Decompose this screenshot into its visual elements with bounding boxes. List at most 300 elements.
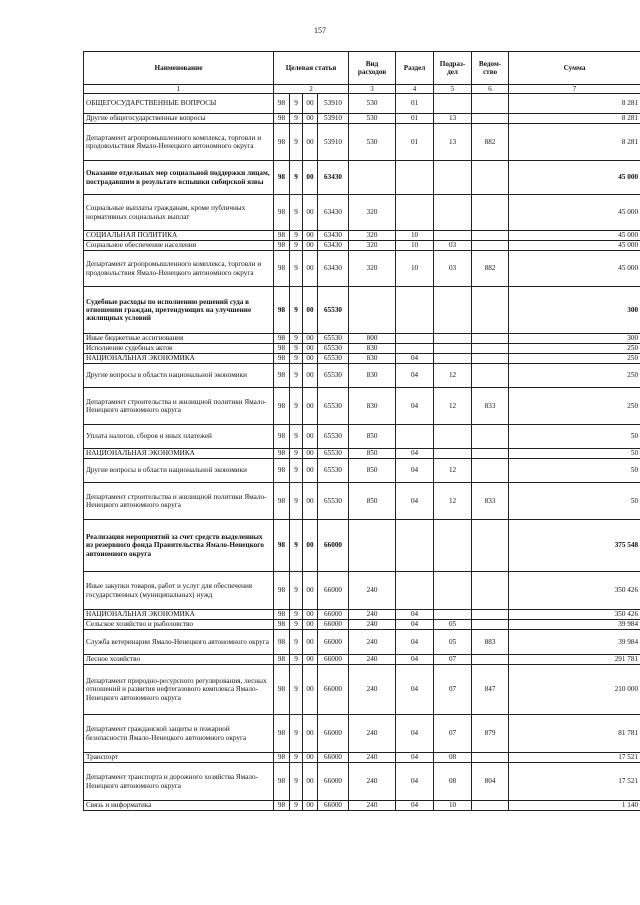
sum-cell: 17 521 [509, 753, 640, 763]
target-code-part: 98 [274, 753, 290, 763]
sum-cell: 45 000 [509, 195, 640, 231]
target-code-part: 66000 [318, 520, 349, 572]
target-code-part: 9 [290, 124, 303, 161]
table-body [84, 94, 640, 811]
sum-cell: 350 426 [509, 610, 640, 620]
row-name: СОЦИАЛЬНАЯ ПОЛИТИКА [84, 231, 274, 241]
target-code-part: 00 [303, 354, 318, 364]
target-code-part: 65530 [318, 287, 349, 334]
row-name: Другие вопросы в области национальной экономики [84, 459, 274, 483]
target-code-part: 53910 [318, 94, 349, 114]
target-code-part: 00 [303, 388, 318, 425]
target-code-part: 00 [303, 94, 318, 114]
column-index: 7 [509, 85, 640, 94]
target-code-part: 53910 [318, 114, 349, 124]
target-code-part: 65530 [318, 483, 349, 520]
expense-type-cell [349, 161, 396, 195]
department-cell [472, 753, 509, 763]
expense-type-cell: 800 [349, 334, 396, 344]
subsection-cell [434, 334, 472, 344]
target-code-part: 9 [290, 763, 303, 801]
target-code-part: 66000 [318, 572, 349, 610]
subsection-cell: 10 [434, 801, 472, 811]
target-code-part: 98 [274, 801, 290, 811]
target-code-part: 98 [274, 665, 290, 715]
column-index: 5 [434, 85, 472, 94]
table-row [84, 572, 640, 610]
row-name: Департамент природно-ресурсного регулирования, лесных отношений и развития нефтегазового комплекса Ямало-Ненецкого автономного округа [84, 665, 274, 715]
sum-cell: 250 [509, 354, 640, 364]
target-code-part: 66000 [318, 665, 349, 715]
sum-cell: 8 281 [509, 114, 640, 124]
table-row [84, 520, 640, 572]
subsection-cell [434, 231, 472, 241]
sum-cell: 50 [509, 459, 640, 483]
target-code-part: 98 [274, 620, 290, 630]
sum-cell: 300 [509, 287, 640, 334]
header-expense-type: Вид расходов [349, 52, 396, 85]
row-name: Судебные расходы по исполнению решений суда в отношении граждан, претендующих на улучшение жилищных условий [84, 287, 274, 334]
expense-type-cell: 240 [349, 620, 396, 630]
target-code-part: 00 [303, 665, 318, 715]
department-cell [472, 231, 509, 241]
row-name: Лесное хозяйство [84, 655, 274, 665]
sum-cell: 39 984 [509, 630, 640, 655]
subsection-cell: 03 [434, 241, 472, 251]
expense-type-cell: 320 [349, 195, 396, 231]
target-code-part: 9 [290, 344, 303, 354]
department-cell: 882 [472, 124, 509, 161]
target-code-part: 98 [274, 388, 290, 425]
target-code-part: 9 [290, 114, 303, 124]
expense-type-cell: 850 [349, 459, 396, 483]
sum-cell: 250 [509, 344, 640, 354]
department-cell [472, 161, 509, 195]
section-cell [396, 195, 434, 231]
target-code-part: 98 [274, 715, 290, 753]
table-row [84, 287, 640, 334]
section-cell: 10 [396, 231, 434, 241]
header-target: Целевая статья [274, 52, 349, 85]
row-name: Департамент гражданской защиты и пожарной безопасности Ямало-Ненецкого автономного округа [84, 715, 274, 753]
target-code-part: 98 [274, 354, 290, 364]
department-cell [472, 520, 509, 572]
expense-type-cell [349, 520, 396, 572]
section-cell: 04 [396, 715, 434, 753]
target-code-part: 63430 [318, 251, 349, 287]
target-code-part: 9 [290, 231, 303, 241]
target-code-part: 9 [290, 251, 303, 287]
row-name: Транспорт [84, 753, 274, 763]
table-row [84, 231, 640, 241]
table-row [84, 251, 640, 287]
column-index: 1 [84, 85, 274, 94]
target-code-part: 66000 [318, 655, 349, 665]
target-code-part: 98 [274, 520, 290, 572]
sum-cell: 350 426 [509, 572, 640, 610]
expense-type-cell: 830 [349, 364, 396, 388]
expense-type-cell: 240 [349, 801, 396, 811]
department-cell [472, 459, 509, 483]
section-cell: 04 [396, 483, 434, 520]
table-row [84, 459, 640, 483]
target-code-part: 00 [303, 124, 318, 161]
subsection-cell [434, 425, 472, 449]
target-code-part: 9 [290, 520, 303, 572]
table-row [84, 483, 640, 520]
header-section: Раздел [396, 52, 434, 85]
budget-table [83, 51, 640, 811]
section-cell: 04 [396, 620, 434, 630]
target-code-part: 98 [274, 161, 290, 195]
department-cell: 882 [472, 251, 509, 287]
department-cell: 804 [472, 763, 509, 801]
target-code-part: 66000 [318, 620, 349, 630]
sum-cell: 250 [509, 388, 640, 425]
target-code-part: 00 [303, 459, 318, 483]
target-code-part: 98 [274, 425, 290, 449]
target-code-part: 66000 [318, 610, 349, 620]
target-code-part: 00 [303, 655, 318, 665]
target-code-part: 65530 [318, 388, 349, 425]
department-cell [472, 572, 509, 610]
subsection-cell [434, 449, 472, 459]
department-cell: 879 [472, 715, 509, 753]
row-name: Социальное обеспечение населения [84, 241, 274, 251]
subsection-cell [434, 195, 472, 231]
column-index-row [84, 85, 640, 94]
expense-type-cell: 850 [349, 483, 396, 520]
subsection-cell [434, 354, 472, 364]
subsection-cell [434, 572, 472, 610]
target-code-part: 9 [290, 94, 303, 114]
table-row [84, 161, 640, 195]
target-code-part: 00 [303, 161, 318, 195]
row-name: Департамент строительства и жилищной политики Ямало-Ненецкого автономного округа [84, 388, 274, 425]
target-code-part: 98 [274, 763, 290, 801]
target-code-part: 9 [290, 753, 303, 763]
sum-cell: 1 140 [509, 801, 640, 811]
department-cell [472, 114, 509, 124]
expense-type-cell [349, 287, 396, 334]
target-code-part: 98 [274, 94, 290, 114]
section-cell: 04 [396, 655, 434, 665]
target-code-part: 00 [303, 630, 318, 655]
department-cell [472, 655, 509, 665]
target-code-part: 98 [274, 124, 290, 161]
section-cell: 04 [396, 610, 434, 620]
target-code-part: 9 [290, 161, 303, 195]
subsection-cell: 08 [434, 753, 472, 763]
expense-type-cell: 830 [349, 344, 396, 354]
target-code-part: 9 [290, 459, 303, 483]
target-code-part: 9 [290, 364, 303, 388]
table-row [84, 241, 640, 251]
expense-type-cell: 240 [349, 630, 396, 655]
table-row [84, 610, 640, 620]
target-code-part: 00 [303, 231, 318, 241]
table-row [84, 354, 640, 364]
target-code-part: 65530 [318, 334, 349, 344]
target-code-part: 53910 [318, 124, 349, 161]
department-cell: 847 [472, 665, 509, 715]
department-cell: 833 [472, 388, 509, 425]
target-code-part: 00 [303, 287, 318, 334]
header-department: Ведом-ство [472, 52, 509, 85]
department-cell [472, 241, 509, 251]
section-cell: 10 [396, 251, 434, 287]
section-cell: 04 [396, 665, 434, 715]
subsection-cell [434, 161, 472, 195]
header-subsection: Подраз-дел [434, 52, 472, 85]
table-row [84, 715, 640, 753]
section-cell [396, 344, 434, 354]
table-row [84, 388, 640, 425]
target-code-part: 98 [274, 483, 290, 520]
target-code-part: 9 [290, 620, 303, 630]
department-cell [472, 195, 509, 231]
section-cell: 04 [396, 449, 434, 459]
target-code-part: 9 [290, 665, 303, 715]
department-cell [472, 801, 509, 811]
section-cell: 04 [396, 354, 434, 364]
sum-cell: 45 000 [509, 241, 640, 251]
target-code-part: 9 [290, 610, 303, 620]
target-code-part: 00 [303, 195, 318, 231]
target-code-part: 9 [290, 449, 303, 459]
target-code-part: 00 [303, 241, 318, 251]
target-code-part: 98 [274, 344, 290, 354]
target-code-part: 9 [290, 425, 303, 449]
subsection-cell: 12 [434, 388, 472, 425]
target-code-part: 9 [290, 655, 303, 665]
table-row [84, 344, 640, 354]
subsection-cell: 12 [434, 483, 472, 520]
subsection-cell: 07 [434, 715, 472, 753]
expense-type-cell: 240 [349, 665, 396, 715]
expense-type-cell: 530 [349, 124, 396, 161]
department-cell [472, 425, 509, 449]
table-row [84, 114, 640, 124]
target-code-part: 98 [274, 449, 290, 459]
target-code-part: 98 [274, 655, 290, 665]
target-code-part: 98 [274, 610, 290, 620]
expense-type-cell: 530 [349, 94, 396, 114]
target-code-part: 98 [274, 334, 290, 344]
table-row [84, 195, 640, 231]
table-row [84, 449, 640, 459]
target-code-part: 00 [303, 114, 318, 124]
department-cell [472, 94, 509, 114]
subsection-cell: 05 [434, 630, 472, 655]
target-code-part: 65530 [318, 344, 349, 354]
expense-type-cell: 530 [349, 114, 396, 124]
section-cell [396, 572, 434, 610]
target-code-part: 66000 [318, 801, 349, 811]
target-code-part: 63430 [318, 195, 349, 231]
target-code-part: 00 [303, 801, 318, 811]
department-cell: 883 [472, 630, 509, 655]
expense-type-cell: 320 [349, 231, 396, 241]
target-code-part: 9 [290, 195, 303, 231]
department-cell [472, 344, 509, 354]
section-cell: 01 [396, 124, 434, 161]
row-name: Департамент агропромышленного комплекса, торговли и продовольствия Ямало-Ненецкого автономного округа [84, 124, 274, 161]
department-cell [472, 364, 509, 388]
department-cell [472, 354, 509, 364]
row-name: Иные закупки товаров, работ и услуг для обеспечения государственных (муниципальных) нужд [84, 572, 274, 610]
table-row [84, 665, 640, 715]
column-index: 6 [472, 85, 509, 94]
expense-type-cell: 320 [349, 251, 396, 287]
department-cell [472, 287, 509, 334]
table-row [84, 753, 640, 763]
target-code-part: 00 [303, 334, 318, 344]
column-index: 3 [349, 85, 396, 94]
target-code-part: 9 [290, 354, 303, 364]
row-name: Департамент транспорта и дорожного хозяйства Ямало-Ненецкого автономного округа [84, 763, 274, 801]
row-name: НАЦИОНАЛЬНАЯ ЭКОНОМИКА [84, 610, 274, 620]
row-name: Другие общегосударственные вопросы [84, 114, 274, 124]
row-name: Исполнение судебных актов [84, 344, 274, 354]
sum-cell: 291 781 [509, 655, 640, 665]
row-name: НАЦИОНАЛЬНАЯ ЭКОНОМИКА [84, 449, 274, 459]
section-cell [396, 287, 434, 334]
target-code-part: 00 [303, 483, 318, 520]
target-code-part: 98 [274, 231, 290, 241]
target-code-part: 66000 [318, 715, 349, 753]
header-row [84, 52, 640, 85]
subsection-cell: 07 [434, 655, 472, 665]
sum-cell: 50 [509, 449, 640, 459]
expense-type-cell: 830 [349, 354, 396, 364]
target-code-part: 9 [290, 287, 303, 334]
row-name: Департамент агропромышленного комплекса, торговли и продовольствия Ямало-Ненецкого автономного округа [84, 251, 274, 287]
section-cell: 10 [396, 241, 434, 251]
target-code-part: 00 [303, 753, 318, 763]
subsection-cell [434, 610, 472, 620]
expense-type-cell: 240 [349, 753, 396, 763]
table-row [84, 364, 640, 388]
target-code-part: 9 [290, 388, 303, 425]
expense-type-cell: 850 [349, 449, 396, 459]
subsection-cell: 05 [434, 620, 472, 630]
department-cell [472, 449, 509, 459]
sum-cell: 17 521 [509, 763, 640, 801]
target-code-part: 98 [274, 364, 290, 388]
target-code-part: 66000 [318, 763, 349, 801]
sum-cell: 45 000 [509, 161, 640, 195]
sum-cell: 81 781 [509, 715, 640, 753]
target-code-part: 63430 [318, 161, 349, 195]
column-index: 2 [274, 85, 349, 94]
section-cell [396, 520, 434, 572]
subsection-cell: 07 [434, 665, 472, 715]
sum-cell: 45 000 [509, 251, 640, 287]
row-name: Иные бюджетные ассигнования [84, 334, 274, 344]
target-code-part: 00 [303, 610, 318, 620]
subsection-cell: 08 [434, 763, 472, 801]
table-row [84, 763, 640, 801]
section-cell [396, 425, 434, 449]
section-cell [396, 334, 434, 344]
sum-cell: 250 [509, 364, 640, 388]
target-code-part: 00 [303, 620, 318, 630]
sum-cell: 375 548 [509, 520, 640, 572]
department-cell [472, 334, 509, 344]
target-code-part: 98 [274, 630, 290, 655]
target-code-part: 00 [303, 449, 318, 459]
page-number: 157 [314, 26, 326, 35]
target-code-part: 65530 [318, 425, 349, 449]
row-name: Департамент строительства и жилищной политики Ямало-Ненецкого автономного округа [84, 483, 274, 520]
table-row [84, 334, 640, 344]
target-code-part: 98 [274, 114, 290, 124]
target-code-part: 98 [274, 287, 290, 334]
section-cell: 04 [396, 630, 434, 655]
subsection-cell: 12 [434, 459, 472, 483]
target-code-part: 00 [303, 425, 318, 449]
expense-type-cell: 240 [349, 763, 396, 801]
target-code-part: 9 [290, 801, 303, 811]
section-cell: 04 [396, 763, 434, 801]
target-code-part: 00 [303, 572, 318, 610]
section-cell: 04 [396, 753, 434, 763]
expense-type-cell: 850 [349, 425, 396, 449]
subsection-cell [434, 287, 472, 334]
expense-type-cell: 240 [349, 715, 396, 753]
sum-cell: 8 281 [509, 94, 640, 114]
subsection-cell: 12 [434, 364, 472, 388]
sum-cell: 8 281 [509, 124, 640, 161]
sum-cell: 300 [509, 334, 640, 344]
target-code-part: 9 [290, 241, 303, 251]
row-name: Сельское хозяйство и рыболовство [84, 620, 274, 630]
table-row [84, 124, 640, 161]
table-row [84, 94, 640, 114]
target-code-part: 65530 [318, 459, 349, 483]
target-code-part: 98 [274, 195, 290, 231]
department-cell [472, 620, 509, 630]
target-code-part: 65530 [318, 449, 349, 459]
expense-type-cell: 240 [349, 572, 396, 610]
subsection-cell [434, 94, 472, 114]
row-name: НАЦИОНАЛЬНАЯ ЭКОНОМИКА [84, 354, 274, 364]
table-row [84, 801, 640, 811]
subsection-cell: 13 [434, 114, 472, 124]
subsection-cell: 03 [434, 251, 472, 287]
section-cell: 04 [396, 801, 434, 811]
row-name: Другие вопросы в области национальной экономики [84, 364, 274, 388]
subsection-cell: 13 [434, 124, 472, 161]
target-code-part: 65530 [318, 354, 349, 364]
table-row [84, 620, 640, 630]
target-code-part: 66000 [318, 753, 349, 763]
target-code-part: 9 [290, 715, 303, 753]
target-code-part: 98 [274, 251, 290, 287]
target-code-part: 63430 [318, 241, 349, 251]
sum-cell: 50 [509, 483, 640, 520]
subsection-cell [434, 520, 472, 572]
header-name: Наименование [84, 52, 274, 85]
department-cell: 833 [472, 483, 509, 520]
row-name: Социальные выплаты гражданам, кроме публичных нормативных социальных выплат [84, 195, 274, 231]
expense-type-cell: 240 [349, 655, 396, 665]
target-code-part: 00 [303, 763, 318, 801]
column-index: 4 [396, 85, 434, 94]
row-name: Уплата налогов, сборов и иных платежей [84, 425, 274, 449]
subsection-cell [434, 344, 472, 354]
